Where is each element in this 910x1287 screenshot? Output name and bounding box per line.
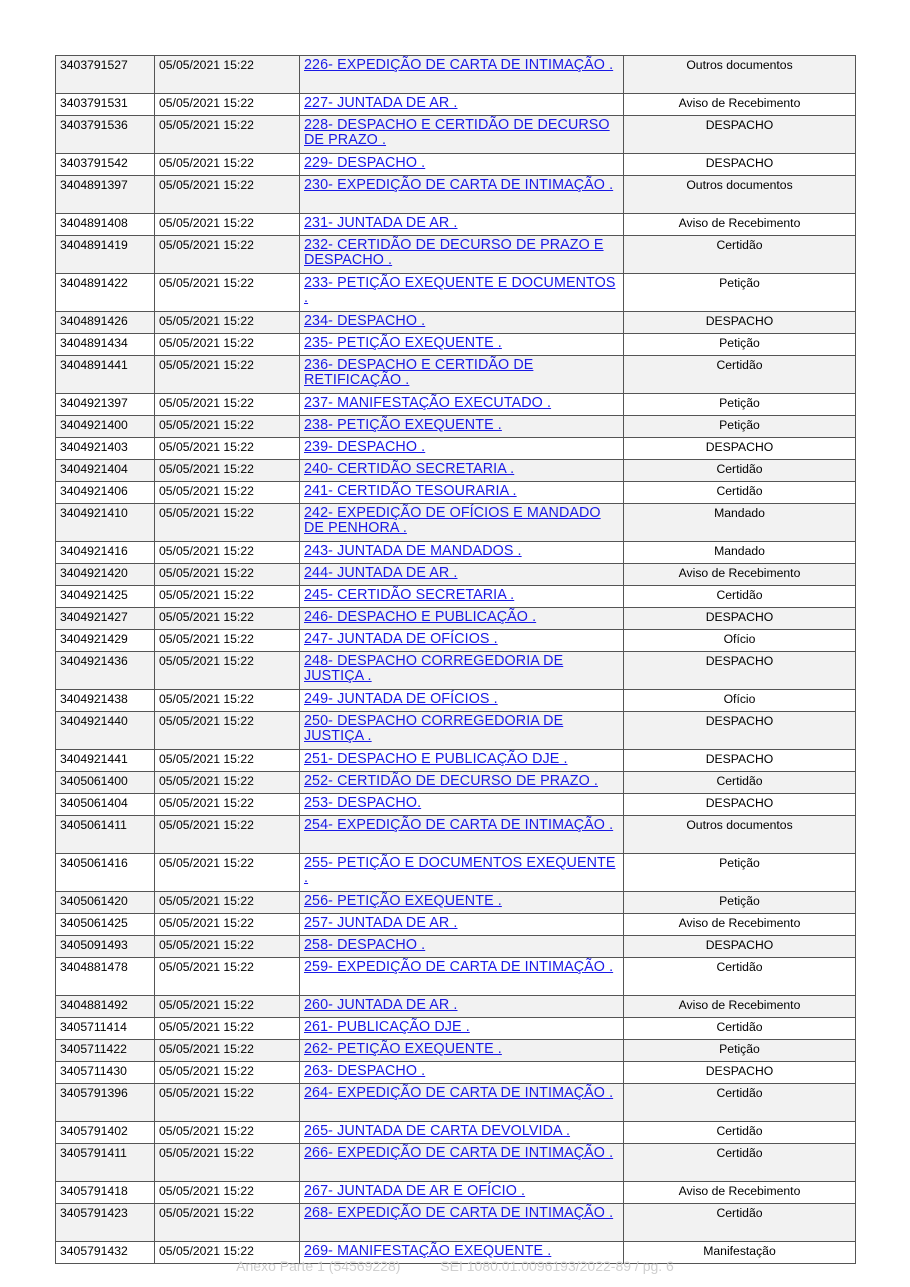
document-title-cell [300,312,624,334]
document-type-cell: DESPACHO [624,750,856,772]
document-id-cell: 3404881478 [56,958,155,996]
document-title-link[interactable]: 260- JUNTADA DE AR . [304,997,458,1013]
document-date-cell: 05/05/2021 15:22 [155,1084,300,1122]
document-title-cell [300,154,624,176]
document-title-link[interactable]: 265- JUNTADA DE CARTA DEVOLVIDA . [304,1123,571,1139]
document-date-cell: 05/05/2021 15:22 [155,394,300,416]
document-id-cell: 3404891426 [56,312,155,334]
table-row [56,1062,856,1084]
document-title-cell [300,482,624,504]
table-row [56,94,856,116]
document-title-link[interactable]: 237- MANIFESTAÇÃO EXECUTADO . [304,395,552,411]
table-row [56,996,856,1018]
document-type-cell: Aviso de Recebimento [624,94,856,116]
document-id-cell: 3404891397 [56,176,155,214]
document-type-cell: Certidão [624,1204,856,1242]
document-type-cell: Manifestação [624,1242,856,1264]
document-title-link[interactable]: 243- JUNTADA DE MANDADOS . [304,543,522,559]
document-type-cell: Aviso de Recebimento [624,1182,856,1204]
document-title-cell [300,854,624,892]
table-row [56,936,856,958]
document-title-cell [300,712,624,750]
document-title-link[interactable]: 245- CERTIDÃO SECRETARIA . [304,587,515,603]
document-date-cell: 05/05/2021 15:22 [155,996,300,1018]
document-id-cell: 3404921436 [56,652,155,690]
document-title-link[interactable]: 235- PETIÇÃO EXEQUENTE . [304,335,502,351]
document-title-link[interactable]: 238- PETIÇÃO EXEQUENTE . [304,417,502,433]
document-id-cell: 3405711430 [56,1062,155,1084]
document-id-cell: 3405791396 [56,1084,155,1122]
document-title-cell [300,816,624,854]
document-date-cell: 05/05/2021 15:22 [155,1018,300,1040]
document-type-cell: Certidão [624,1122,856,1144]
table-row [56,460,856,482]
document-date-cell: 05/05/2021 15:22 [155,56,300,94]
document-id-cell: 3404921429 [56,630,155,652]
document-title-cell [300,504,624,542]
document-date-cell: 05/05/2021 15:22 [155,1204,300,1242]
document-type-cell: Outros documentos [624,56,856,94]
document-title-link[interactable]: 258- DESPACHO . [304,937,426,953]
document-title-link[interactable]: 229- DESPACHO . [304,155,426,171]
document-title-link[interactable]: 248- DESPACHO CORREGEDORIA DE JUSTIÇA . [304,653,564,684]
document-title-link[interactable]: 230- EXPEDIÇÃO DE CARTA DE INTIMAÇÃO . [304,177,614,193]
document-id-cell: 3405061411 [56,816,155,854]
document-id-cell: 3404891434 [56,334,155,356]
footer-sei-reference: SEI 1080.01.0096193/2022-89 / pg. 6 [440,1258,674,1274]
document-type-cell: Certidão [624,460,856,482]
document-title-cell [300,892,624,914]
table-row [56,772,856,794]
table-row [56,1040,856,1062]
document-title-cell [300,438,624,460]
document-type-cell: Outros documentos [624,816,856,854]
document-type-cell: Petição [624,1040,856,1062]
document-title-cell [300,772,624,794]
document-id-cell: 3404921400 [56,416,155,438]
document-title-link[interactable]: 259- EXPEDIÇÃO DE CARTA DE INTIMAÇÃO . [304,959,614,975]
document-id-cell: 3404921420 [56,564,155,586]
document-date-cell: 05/05/2021 15:22 [155,334,300,356]
document-id-cell: 3404881492 [56,996,155,1018]
document-type-cell: DESPACHO [624,608,856,630]
document-title-link[interactable]: 255- PETIÇÃO E DOCUMENTOS EXEQUENTE . [304,855,616,886]
document-date-cell: 05/05/2021 15:22 [155,794,300,816]
document-id-cell: 3404921410 [56,504,155,542]
table-row [56,236,856,274]
table-row [56,1122,856,1144]
document-date-cell: 05/05/2021 15:22 [155,750,300,772]
document-type-cell: Mandado [624,542,856,564]
table-row [56,56,856,94]
document-id-cell: 3404921416 [56,542,155,564]
document-id-cell: 3403791527 [56,56,155,94]
document-date-cell: 05/05/2021 15:22 [155,416,300,438]
document-id-cell: 3405061420 [56,892,155,914]
document-date-cell: 05/05/2021 15:22 [155,438,300,460]
document-type-cell: Ofício [624,690,856,712]
document-id-cell: 3404921425 [56,586,155,608]
document-title-cell [300,1144,624,1182]
table-row [56,214,856,236]
document-title-link[interactable]: 267- JUNTADA DE AR E OFÍCIO . [304,1183,526,1199]
table-row [56,542,856,564]
table-row [56,438,856,460]
document-title-cell [300,958,624,996]
document-title-cell [300,630,624,652]
table-row [56,892,856,914]
document-id-cell: 3404921440 [56,712,155,750]
document-date-cell: 05/05/2021 15:22 [155,914,300,936]
document-id-cell: 3405091493 [56,936,155,958]
document-type-cell: DESPACHO [624,438,856,460]
document-id-cell: 3405791411 [56,1144,155,1182]
document-id-cell: 3403791531 [56,94,155,116]
document-title-cell [300,214,624,236]
document-date-cell: 05/05/2021 15:22 [155,176,300,214]
document-title-cell [300,1040,624,1062]
document-title-link[interactable]: 239- DESPACHO . [304,439,426,455]
document-id-cell: 3404891441 [56,356,155,394]
table-row [56,1204,856,1242]
document-date-cell: 05/05/2021 15:22 [155,816,300,854]
document-title-cell [300,416,624,438]
document-date-cell: 05/05/2021 15:22 [155,482,300,504]
table-row [56,816,856,854]
document-date-cell: 05/05/2021 15:22 [155,564,300,586]
document-title-link[interactable]: 228- DESPACHO E CERTIDÃO DE DECURSO DE PRAZO . [304,117,610,148]
document-title-link[interactable]: 247- JUNTADA DE OFÍCIOS . [304,631,498,647]
document-id-cell: 3405791418 [56,1182,155,1204]
document-id-cell: 3405061404 [56,794,155,816]
document-title-link[interactable]: 261- PUBLICAÇÃO DJE . [304,1019,470,1035]
document-title-cell [300,608,624,630]
document-date-cell: 05/05/2021 15:22 [155,274,300,312]
table-row [56,690,856,712]
document-date-cell: 05/05/2021 15:22 [155,542,300,564]
documents-table [55,55,856,1264]
document-id-cell: 3405791402 [56,1122,155,1144]
document-date-cell: 05/05/2021 15:22 [155,652,300,690]
document-date-cell: 05/05/2021 15:22 [155,854,300,892]
table-row [56,176,856,214]
document-title-link[interactable]: 246- DESPACHO E PUBLICAÇÃO . [304,609,537,625]
document-id-cell: 3405711414 [56,1018,155,1040]
document-title-cell [300,334,624,356]
document-id-cell: 3405711422 [56,1040,155,1062]
document-title-link[interactable]: 251- DESPACHO E PUBLICAÇÃO DJE . [304,751,568,767]
document-date-cell: 05/05/2021 15:22 [155,236,300,274]
table-row [56,1084,856,1122]
document-title-link[interactable]: 233- PETIÇÃO EXEQUENTE E DOCUMENTOS . [304,275,616,306]
document-date-cell: 05/05/2021 15:22 [155,504,300,542]
table-row [56,482,856,504]
document-date-cell: 05/05/2021 15:22 [155,1242,300,1264]
document-type-cell: Ofício [624,630,856,652]
table-row [56,608,856,630]
document-title-cell [300,1018,624,1040]
table-row [56,312,856,334]
document-type-cell: Certidão [624,586,856,608]
table-row [56,416,856,438]
document-date-cell: 05/05/2021 15:22 [155,1062,300,1084]
document-date-cell: 05/05/2021 15:22 [155,116,300,154]
document-title-cell [300,1084,624,1122]
table-row [56,504,856,542]
document-type-cell: Certidão [624,356,856,394]
document-title-cell [300,996,624,1018]
document-date-cell: 05/05/2021 15:22 [155,1182,300,1204]
document-title-cell [300,542,624,564]
document-title-link[interactable]: 264- EXPEDIÇÃO DE CARTA DE INTIMAÇÃO . [304,1085,614,1101]
document-type-cell: Outros documentos [624,176,856,214]
document-id-cell: 3404891422 [56,274,155,312]
document-title-link[interactable]: 253- DESPACHO. [304,795,422,811]
table-row [56,750,856,772]
document-title-link[interactable]: 262- PETIÇÃO EXEQUENTE . [304,1041,502,1057]
document-title-link[interactable]: 266- EXPEDIÇÃO DE CARTA DE INTIMAÇÃO . [304,1145,614,1161]
document-date-cell: 05/05/2021 15:22 [155,586,300,608]
document-date-cell: 05/05/2021 15:22 [155,94,300,116]
document-type-cell: Mandado [624,504,856,542]
document-id-cell: 3404891408 [56,214,155,236]
document-title-link[interactable]: 240- CERTIDÃO SECRETARIA . [304,461,515,477]
document-date-cell: 05/05/2021 15:22 [155,772,300,794]
document-title-link[interactable]: 254- EXPEDIÇÃO DE CARTA DE INTIMAÇÃO . [304,817,614,833]
document-type-cell: DESPACHO [624,936,856,958]
table-row [56,794,856,816]
table-row [56,854,856,892]
document-title-cell [300,1204,624,1242]
document-title-cell [300,460,624,482]
document-date-cell: 05/05/2021 15:22 [155,608,300,630]
document-id-cell: 3404921403 [56,438,155,460]
document-type-cell: DESPACHO [624,116,856,154]
document-id-cell: 3404921427 [56,608,155,630]
table-row [56,394,856,416]
document-title-cell [300,274,624,312]
document-date-cell: 05/05/2021 15:22 [155,630,300,652]
document-id-cell: 3404921406 [56,482,155,504]
document-type-cell: Petição [624,416,856,438]
table-row [56,274,856,312]
document-title-link[interactable]: 263- DESPACHO . [304,1063,426,1079]
document-date-cell: 05/05/2021 15:22 [155,154,300,176]
document-title-link[interactable]: 227- JUNTADA DE AR . [304,95,458,111]
document-id-cell: 3404921404 [56,460,155,482]
table-row [56,116,856,154]
document-date-cell: 05/05/2021 15:22 [155,936,300,958]
document-title-link[interactable]: 268- EXPEDIÇÃO DE CARTA DE INTIMAÇÃO . [304,1205,614,1221]
document-title-cell [300,794,624,816]
document-title-cell [300,236,624,274]
document-title-cell [300,750,624,772]
document-date-cell: 05/05/2021 15:22 [155,958,300,996]
table-row [56,958,856,996]
document-title-cell [300,356,624,394]
document-title-cell [300,1122,624,1144]
table-row [56,630,856,652]
document-date-cell: 05/05/2021 15:22 [155,1040,300,1062]
document-id-cell: 3404921438 [56,690,155,712]
document-id-cell: 3405791423 [56,1204,155,1242]
document-title-link[interactable]: 226- EXPEDIÇÃO DE CARTA DE INTIMAÇÃO . [304,57,614,73]
documents-table-body [56,56,856,1264]
table-row [56,356,856,394]
document-type-cell: Aviso de Recebimento [624,996,856,1018]
document-id-cell: 3404921441 [56,750,155,772]
document-date-cell: 05/05/2021 15:22 [155,1122,300,1144]
document-title-link[interactable]: 269- MANIFESTAÇÃO EXEQUENTE . [304,1243,552,1259]
document-id-cell: 3404921397 [56,394,155,416]
document-id-cell: 3403791542 [56,154,155,176]
document-id-cell: 3405061400 [56,772,155,794]
table-row [56,586,856,608]
document-title-link[interactable]: 241- CERTIDÃO TESOURARIA . [304,483,517,499]
document-date-cell: 05/05/2021 15:22 [155,460,300,482]
document-type-cell: DESPACHO [624,1062,856,1084]
table-row [56,334,856,356]
table-row [56,1018,856,1040]
document-title-cell [300,176,624,214]
document-title-link[interactable]: 249- JUNTADA DE OFÍCIOS . [304,691,498,707]
document-type-cell: Certidão [624,236,856,274]
document-title-cell [300,56,624,94]
document-type-cell: Certidão [624,482,856,504]
document-type-cell: DESPACHO [624,712,856,750]
document-title-cell [300,586,624,608]
document-type-cell: DESPACHO [624,794,856,816]
document-type-cell: Petição [624,892,856,914]
document-id-cell: 3405791432 [56,1242,155,1264]
document-type-cell: DESPACHO [624,312,856,334]
document-type-cell: Certidão [624,772,856,794]
table-row [56,914,856,936]
table-row [56,712,856,750]
document-title-link[interactable]: 236- DESPACHO E CERTIDÃO DE RETIFICAÇÃO . [304,357,534,388]
document-type-cell: Certidão [624,1018,856,1040]
document-title-cell [300,116,624,154]
document-type-cell: Petição [624,274,856,312]
footer-attachment-label: Anexo Parte 1 (54569228) [236,1258,401,1274]
document-type-cell: Petição [624,394,856,416]
document-title-cell [300,564,624,586]
table-row [56,1182,856,1204]
document-type-cell: Certidão [624,1084,856,1122]
document-date-cell: 05/05/2021 15:22 [155,356,300,394]
document-id-cell: 3403791536 [56,116,155,154]
document-title-link[interactable]: 252- CERTIDÃO DE DECURSO DE PRAZO . [304,773,598,789]
document-type-cell: Aviso de Recebimento [624,564,856,586]
document-title-cell [300,914,624,936]
document-title-link[interactable]: 244- JUNTADA DE AR . [304,565,458,581]
page-footer [0,1258,910,1274]
document-type-cell: Certidão [624,958,856,996]
document-type-cell: Aviso de Recebimento [624,914,856,936]
document-type-cell: Petição [624,334,856,356]
document-title-link[interactable]: 232- CERTIDÃO DE DECURSO DE PRAZO E DESPACHO . [304,237,604,268]
document-type-cell: Aviso de Recebimento [624,214,856,236]
document-title-link[interactable]: 250- DESPACHO CORREGEDORIA DE JUSTIÇA . [304,713,564,744]
document-type-cell: Certidão [624,1144,856,1182]
document-id-cell: 3405061416 [56,854,155,892]
document-title-cell [300,394,624,416]
document-title-link[interactable]: 242- EXPEDIÇÃO DE OFÍCIOS E MANDADO DE PENHORA . [304,505,601,536]
document-date-cell: 05/05/2021 15:22 [155,1144,300,1182]
document-type-cell: DESPACHO [624,154,856,176]
document-title-cell [300,1182,624,1204]
document-date-cell: 05/05/2021 15:22 [155,214,300,236]
document-id-cell: 3404891419 [56,236,155,274]
document-title-link[interactable]: 234- DESPACHO . [304,313,426,329]
document-title-cell [300,936,624,958]
document-date-cell: 05/05/2021 15:22 [155,892,300,914]
document-title-cell [300,94,624,116]
document-title-cell [300,652,624,690]
document-date-cell: 05/05/2021 15:22 [155,690,300,712]
table-row [56,652,856,690]
document-date-cell: 05/05/2021 15:22 [155,712,300,750]
document-title-link[interactable]: 257- JUNTADA DE AR . [304,915,458,931]
document-title-cell [300,1062,624,1084]
document-type-cell: Petição [624,854,856,892]
document-title-link[interactable]: 231- JUNTADA DE AR . [304,215,458,231]
table-row [56,1144,856,1182]
document-type-cell: DESPACHO [624,652,856,690]
document-id-cell: 3405061425 [56,914,155,936]
table-row [56,564,856,586]
table-row [56,154,856,176]
document-date-cell: 05/05/2021 15:22 [155,312,300,334]
document-title-link[interactable]: 256- PETIÇÃO EXEQUENTE . [304,893,502,909]
document-title-cell [300,690,624,712]
